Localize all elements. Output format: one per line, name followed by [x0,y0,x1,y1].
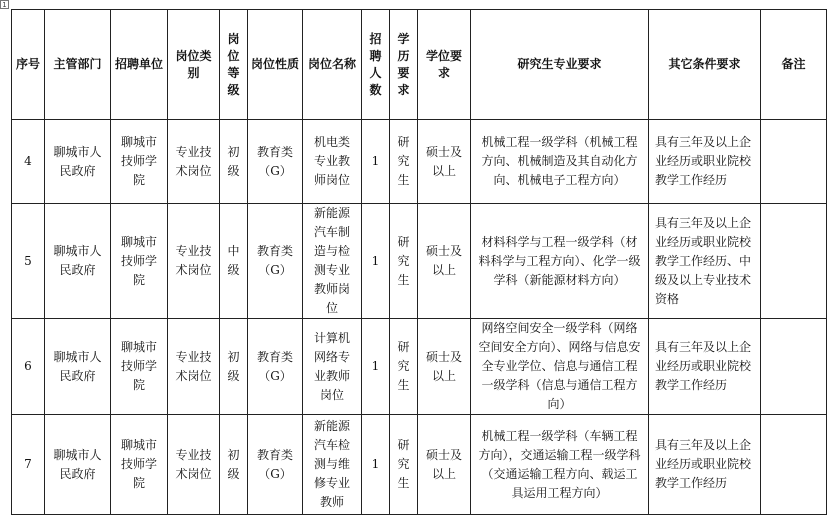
cell-dept: 聊城市人民政府 [45,120,111,204]
table-row [12,319,827,415]
cell-education: 研究生 [390,415,418,515]
cell-seq: 5 [12,204,45,319]
header-count: 招聘人数 [362,10,390,120]
cell-count: 1 [362,415,390,515]
cell-nature: 教育类（G） [248,319,303,415]
cell-education: 研究生 [390,204,418,319]
header-position: 岗位名称 [303,10,362,120]
header-grade: 岗位等级 [220,10,248,120]
header-nature: 岗位性质 [248,10,303,120]
cell-nature: 教育类（G） [248,120,303,204]
cell-category: 专业技术岗位 [168,415,220,515]
cell-major: 机械工程一级学科（机械工程方向、机械制造及其自动化方向、机械电子工程方向） [471,120,649,204]
cell-count: 1 [362,204,390,319]
cell-category: 专业技术岗位 [168,204,220,319]
cell-major: 材料科学与工程一级学科（材料科学与工程方向）、化学一级学科（新能源材料方向） [471,204,649,319]
cell-grade: 中级 [220,204,248,319]
table-row [12,120,827,204]
header-seq: 序号 [12,10,45,120]
header-dept: 主管部门 [45,10,111,120]
cell-seq: 7 [12,415,45,515]
cell-grade: 初级 [220,120,248,204]
cell-other: 具有三年及以上企业经历或职业院校教学工作经历 [649,120,761,204]
cell-education: 研究生 [390,319,418,415]
cell-remark [761,319,827,415]
cell-unit: 聊城市技师学院 [111,120,168,204]
cell-position: 新能源汽车检测与维修专业教师 [303,415,362,515]
cell-grade: 初级 [220,319,248,415]
cell-major: 网络空间安全一级学科（网络空间安全方向）、网络与信息安全专业学位、信息与通信工程一级学科（信息与通信工程方向） [471,319,649,415]
table-row [12,204,827,319]
recruitment-table [11,9,827,515]
cell-seq: 6 [12,319,45,415]
cell-dept: 聊城市人民政府 [45,204,111,319]
header-row [12,10,827,120]
cell-education: 研究生 [390,120,418,204]
cell-category: 专业技术岗位 [168,120,220,204]
header-education: 学历要求 [390,10,418,120]
cell-remark [761,204,827,319]
cell-other: 具有三年及以上企业经历或职业院校教学工作经历、中级及以上专业技术资格 [649,204,761,319]
cell-dept: 聊城市人民政府 [45,415,111,515]
cell-other: 具有三年及以上企业经历或职业院校教学工作经历 [649,415,761,515]
header-unit: 招聘单位 [111,10,168,120]
cell-unit: 聊城市技师学院 [111,204,168,319]
cell-degree: 硕士及以上 [418,204,471,319]
cell-other: 具有三年及以上企业经历或职业院校教学工作经历 [649,319,761,415]
header-remark: 备注 [761,10,827,120]
cell-nature: 教育类（G） [248,415,303,515]
cell-remark [761,120,827,204]
cell-count: 1 [362,319,390,415]
cell-dept: 聊城市人民政府 [45,319,111,415]
cell-position: 机电类专业教师岗位 [303,120,362,204]
corner-mark: 1 [0,0,9,9]
cell-degree: 硕士及以上 [418,120,471,204]
cell-unit: 聊城市技师学院 [111,415,168,515]
cell-grade: 初级 [220,415,248,515]
header-other: 其它条件要求 [649,10,761,120]
cell-position: 计算机网络专业教师岗位 [303,319,362,415]
header-degree: 学位要求 [418,10,471,120]
cell-degree: 硕士及以上 [418,319,471,415]
cell-position: 新能源汽车制造与检测专业教师岗位 [303,204,362,319]
cell-degree: 硕士及以上 [418,415,471,515]
cell-major: 机械工程一级学科（车辆工程方向），交通运输工程一级学科（交通运输工程方向、载运工具运用工程方向） [471,415,649,515]
header-category: 岗位类别 [168,10,220,120]
cell-nature: 教育类（G） [248,204,303,319]
cell-count: 1 [362,120,390,204]
cell-seq: 4 [12,120,45,204]
header-major: 研究生专业要求 [471,10,649,120]
cell-category: 专业技术岗位 [168,319,220,415]
cell-unit: 聊城市技师学院 [111,319,168,415]
